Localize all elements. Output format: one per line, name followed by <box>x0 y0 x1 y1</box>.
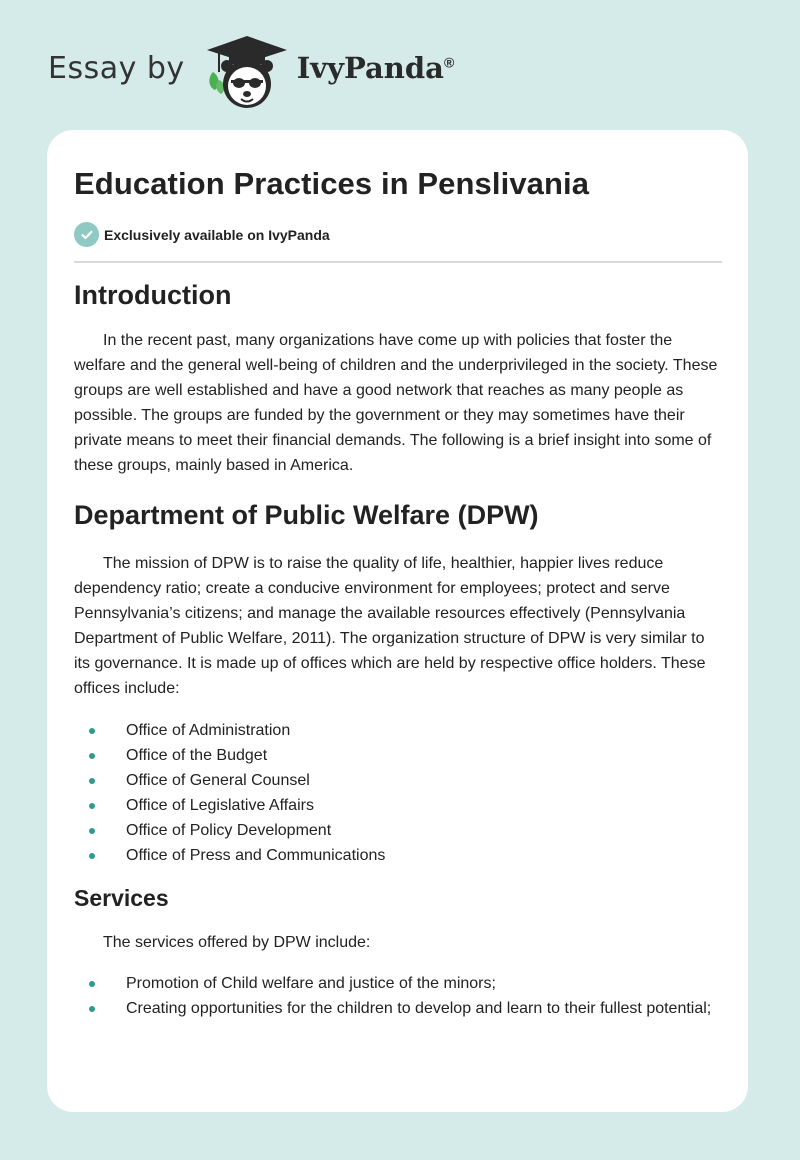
essay-by-label: Essay by <box>48 50 185 86</box>
site-header <box>48 32 454 112</box>
offices-list <box>74 718 722 868</box>
title-divider <box>74 261 722 263</box>
exclusive-badge-text: Exclusively available on IvyPanda <box>104 226 330 243</box>
list-item: Office of Legislative Affairs <box>74 793 722 818</box>
brand-text: IvyPanda <box>296 51 444 85</box>
brand-name[interactable] <box>297 51 455 85</box>
services-paragraph: The services offered by DPW include: <box>103 934 371 951</box>
intro-paragraph: In the recent past, many organizations have come up with policies that foster the welfare and the general well-being of children and the underprivileged in the society. These groups are well established and have a good network that reaches as many people as possible. The groups are funded by the government or they may sometimes have their private means to meet their financial demands. The following is a brief insight into some of these groups, mainly based in America. <box>74 332 718 474</box>
page-title: Education Practices in Penslivania <box>74 166 590 201</box>
list-item: Office of Policy Development <box>74 818 722 843</box>
article-body <box>74 280 722 1021</box>
intro-heading: Introduction <box>74 280 232 310</box>
check-circle-icon <box>74 222 99 247</box>
article-card <box>47 130 748 1112</box>
list-item: Office of the Budget <box>74 743 722 768</box>
dpw-heading: Department of Public Welfare (DPW) <box>74 500 539 530</box>
services-list <box>74 971 722 1021</box>
dpw-paragraph: The mission of DPW is to raise the quality of life, healthier, happier lives reduce dependency ratio; create a conducive environment for employees; protect and serve Pennsylvania’s citizens; and manage the available resources effectively (Pennsylvania Department of Public Welfare, 2011). The organization structure of DPW is very similar to its governance. It is made up of offices which are held by respective office holders. These offices include: <box>74 555 706 697</box>
list-item: Office of General Counsel <box>74 768 722 793</box>
panda-logo-icon[interactable] <box>201 32 293 112</box>
list-item: Promotion of Child welfare and justice of the minors; <box>74 971 722 996</box>
list-item: Office of Press and Communications <box>74 843 722 868</box>
list-item: Office of Administration <box>74 718 722 743</box>
exclusive-badge <box>74 222 330 247</box>
services-heading: Services <box>74 885 169 911</box>
registered-mark: ® <box>443 54 455 71</box>
list-item: Creating opportunities for the children to develop and learn to their fullest potential; <box>74 996 722 1021</box>
